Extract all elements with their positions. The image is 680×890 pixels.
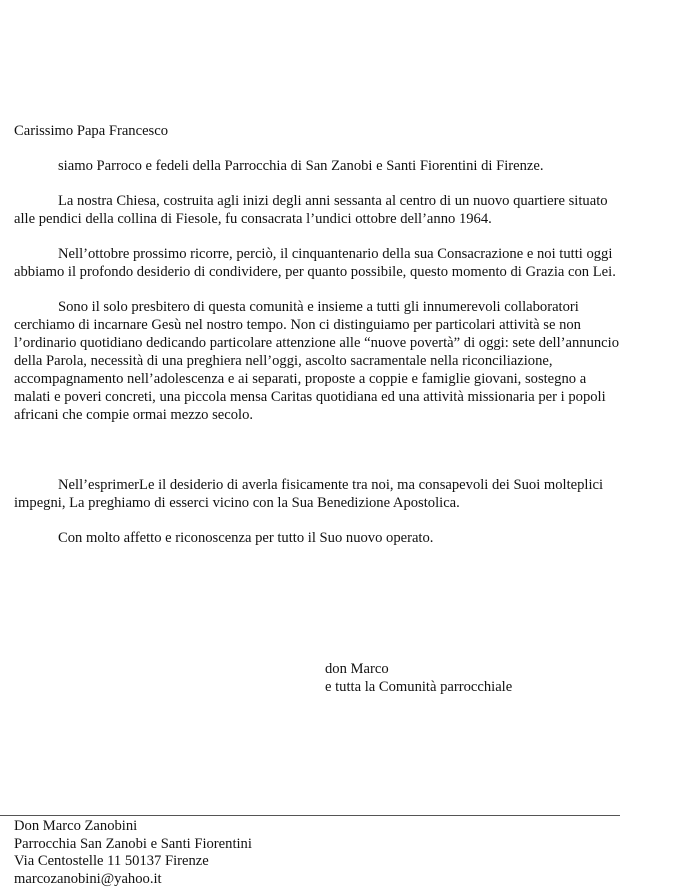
footer-address: Via Centostelle 11 50137 Firenze: [14, 853, 209, 869]
paragraph-closing: Con molto affetto e riconoscenza per tutto il Suo nuovo operato.: [58, 530, 434, 546]
paragraph-blessing-request: Nell’esprimerLe il desiderio di averla fisicamente tra noi, ma consapevoli dei Suoi molteplici impegni, La preghiamo di esserci vicino con la Sua Benedizione Apostolica.: [14, 477, 604, 511]
paragraph-church-history: La nostra Chiesa, costruita agli inizi degli anni sessanta al centro di un nuovo quartiere situato alle pendici della collina di Fiesole, fu consacrata l’undici ottobre dell’anno 1964.: [14, 193, 608, 227]
paragraph-anniversary: Nell’ottobre prossimo ricorre, perciò, il cinquantenario della sua Consacrazione e noi tutti oggi abbiamo il profondo desiderio di condividere, per quanto possibile, questo momento di Grazia con Lei.: [14, 246, 616, 280]
paragraph-community-activities: Sono il solo presbitero di questa comunità e insieme a tutti gli innumerevoli collaboratori cerchiamo di incarnare Gesù nel nostro tempo. Non ci distinguiamo per particolari attività se non l’ordinario quotidiano dedicando particolare attenzione alle “nuove povertà” di oggi: sete dell’annuncio della Parola, necessità di una preghiera nell’oggi, ascolto sacramentale nella riconciliazione, accompagnamento nell’adolescenza e ai separati, proposte a coppie e famiglie giovani, sostegno a malati e poveri concreti, una piccola mensa Caritas quotidiana ed una attività missionaria per i popoli africani che compie ormai mezzo secolo.: [14, 299, 620, 423]
signature-community: e tutta la Comunità parrocchiale: [325, 679, 513, 695]
footer-divider: [0, 815, 620, 816]
footer-parish: Parrocchia San Zanobi e Santi Fiorentini: [14, 835, 252, 852]
footer-email: marcozanobini@yahoo.it: [14, 870, 162, 887]
salutation: Carissimo Papa Francesco: [14, 123, 169, 139]
footer-name: Don Marco Zanobini: [14, 818, 138, 834]
footer-contact-block: [14, 818, 252, 888]
signature-block: [325, 660, 512, 696]
signature-name: don Marco: [325, 661, 389, 677]
paragraph-introduction: siamo Parroco e fedeli della Parrocchia di San Zanobi e Santi Fiorentini di Firenze.: [58, 158, 544, 174]
letter-body: [14, 122, 624, 547]
